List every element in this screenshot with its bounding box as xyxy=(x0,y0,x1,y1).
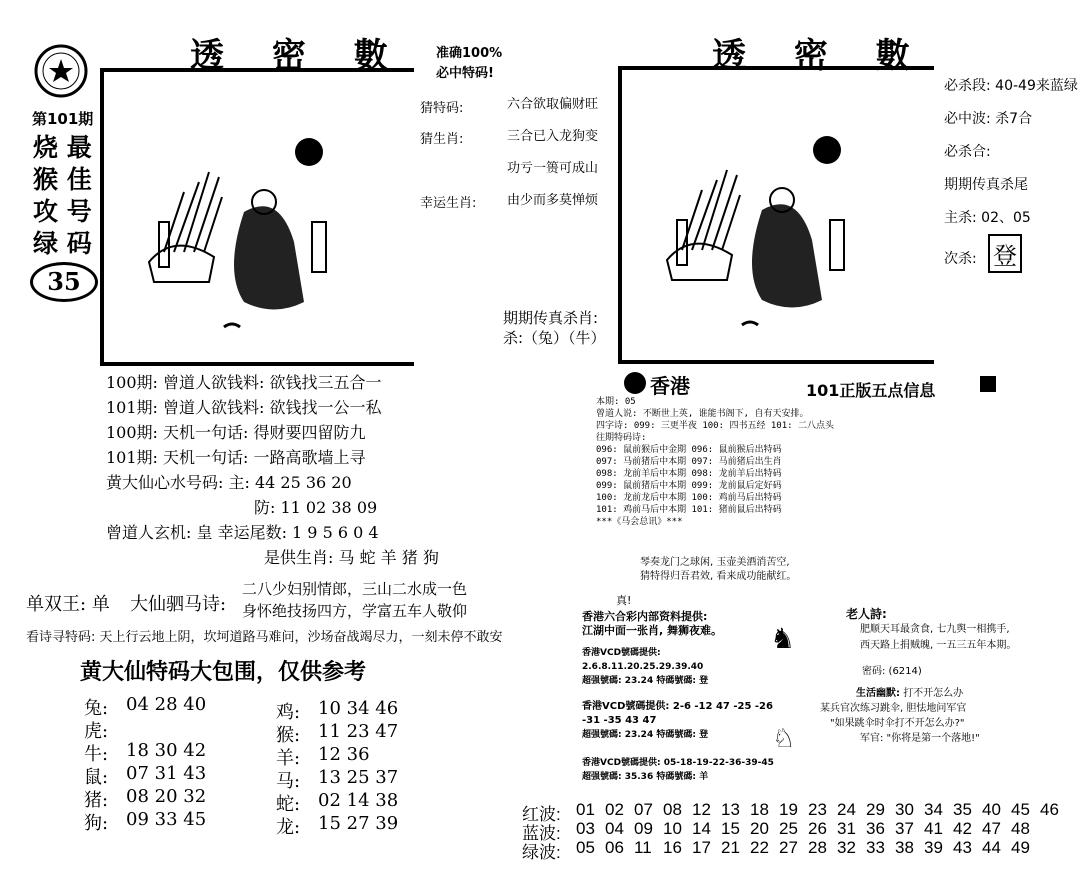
news-header: 香港 xyxy=(650,374,690,398)
guess-text-4: 由少而多莫惮烦 xyxy=(507,193,599,208)
side-note: 主杀: 02、05 xyxy=(944,210,1031,226)
wave-num: 48 xyxy=(1011,819,1030,838)
humor-line: 打不开怎么办 xyxy=(903,688,964,699)
poem-line: 身怀绝技扬四方，学富五车人敬仰 xyxy=(242,602,468,620)
wave-num: 21 xyxy=(721,838,740,857)
zodiac-name: 猪: xyxy=(84,790,109,811)
info-line: 101期: 天机一句话: 一路高歌墙上寻 xyxy=(106,448,366,467)
news-line: 099: 鼠前猪后中本期 099: 龙前鼠后定好码 xyxy=(596,481,782,491)
circle-number xyxy=(30,262,98,302)
old-man-line: 西天路上捐贼魄, 一五三五年本期。 xyxy=(860,640,1017,651)
ad-line: 香港VCD號碼提供: 2.6.8.11.20.25.29.39.40 xyxy=(582,648,704,672)
zodiac-nums: 13 25 37 xyxy=(318,767,399,788)
zodiac-row xyxy=(84,786,206,809)
side-note: 必杀段: 40-49来蓝绿 xyxy=(944,78,1078,94)
news-logo-icon xyxy=(624,372,646,394)
slogan-row: 攻 号 xyxy=(33,197,92,226)
news-title-mark xyxy=(980,376,996,392)
right-picture-frame xyxy=(618,66,934,364)
left-title: 透 密 數 xyxy=(190,36,406,76)
wave-label: 绿波: xyxy=(522,843,561,862)
horse-icon: ♞ xyxy=(770,622,796,655)
wave-num: 44 xyxy=(982,838,1001,857)
zodiac-name: 鼠: xyxy=(84,767,109,788)
ad-block xyxy=(582,610,782,784)
kill-value: 杀:（兔）（牛） xyxy=(503,329,606,347)
news-line: 101: 鸡前马后中本期 101: 猪前鼠后出特码 xyxy=(596,505,782,515)
wave-num: 27 xyxy=(779,838,798,857)
wave-num: 29 xyxy=(866,800,885,819)
zodiac-row xyxy=(84,740,206,763)
dan-shuang: 单双王: 单 xyxy=(26,594,110,615)
zodiac-row xyxy=(84,694,206,717)
slogan-row: 绿 码 xyxy=(33,229,92,258)
wave-num: 14 xyxy=(692,819,711,838)
humor xyxy=(820,686,980,746)
zodiac-row xyxy=(276,698,398,721)
info-line: 101期: 曾道人欲钱料: 欲钱找一公一私 xyxy=(106,398,382,417)
wave-num: 35 xyxy=(953,800,972,819)
guess-text-1: 六合欲取偏财旺 xyxy=(507,97,599,112)
wave-num: 06 xyxy=(605,838,624,857)
zodiac-nums: 09 33 45 xyxy=(126,809,207,830)
zodiac-nums: 12 36 xyxy=(318,744,370,765)
side-note: 必杀合: xyxy=(944,144,991,160)
ad-line: 超强號碼: 23.24 特碼號碼: 登 xyxy=(582,730,709,740)
zodiac-name: 鸡: xyxy=(276,702,301,723)
zodiac-name: 虎: xyxy=(84,721,109,742)
zodiac-name: 羊: xyxy=(276,748,301,769)
wave-num: 39 xyxy=(924,838,943,857)
news-title: 101正版五点信息 xyxy=(806,381,936,400)
wave-num: 26 xyxy=(808,819,827,838)
wave-num: 03 xyxy=(576,819,595,838)
wave-num: 09 xyxy=(634,819,653,838)
zodiac-name: 龙: xyxy=(276,817,301,838)
info-line: 防: 11 02 38 09 xyxy=(254,498,378,517)
guess-text-2: 三合已入龙狗变 xyxy=(507,129,599,144)
wave-num: 08 xyxy=(663,800,682,819)
humor-line: "如果跳伞时伞打不开怎么办?" xyxy=(830,718,965,729)
info-block xyxy=(106,370,439,570)
guess-text-3: 功亏一篑可成山 xyxy=(507,161,599,176)
wave-num: 24 xyxy=(837,800,856,819)
news-line: 本期: 05 xyxy=(596,397,636,407)
zodiac-row xyxy=(84,763,206,786)
news-line: 100: 龙前龙后中本期 100: 鸡前马后出特码 xyxy=(596,493,782,503)
news-line: 097: 马前猪后中本期 097: 马前猪后出生肖 xyxy=(596,457,782,467)
humor-title-row xyxy=(820,686,980,701)
wave-num: 49 xyxy=(1011,838,1030,857)
right-side-notes xyxy=(944,70,1078,235)
zodiac-nums: 18 30 42 xyxy=(126,740,207,761)
wave-num: 22 xyxy=(750,838,769,857)
zodiac-row xyxy=(276,721,398,744)
wave-table xyxy=(522,800,1069,862)
zodiac-name: 狗: xyxy=(84,813,109,834)
wave-num: 17 xyxy=(692,838,711,857)
wave-num: 05 xyxy=(576,838,595,857)
news-poem xyxy=(640,556,796,584)
slogan-row: 猴 佳 xyxy=(33,165,92,194)
zodiac-nums: 08 20 32 xyxy=(126,786,207,807)
wave-num: 04 xyxy=(605,819,624,838)
circle-number-text: 35 xyxy=(47,267,81,296)
wave-num: 07 xyxy=(634,800,653,819)
slogan xyxy=(33,132,92,260)
zodiac-right xyxy=(276,698,398,836)
accuracy-line: 准确100% xyxy=(436,46,503,61)
accuracy-note xyxy=(436,44,502,84)
wave-num: 34 xyxy=(924,800,943,819)
right-title: 透 密 數 xyxy=(712,36,928,76)
ci-kill-value: 登 xyxy=(988,234,1022,273)
info-line: 100期: 曾道人欲钱料: 欲钱找三五合一 xyxy=(106,373,382,392)
zodiac-name: 蛇: xyxy=(276,794,301,815)
poem-line: 二八少妇别情郎，三山二水成一色 xyxy=(242,580,468,598)
wave-num: 01 xyxy=(576,800,595,819)
ad-line: 江湖中面一张肖, 舞狮夜难。 xyxy=(582,624,723,637)
wave-num: 41 xyxy=(924,819,943,838)
accuracy-line: 必中特码! xyxy=(436,66,494,81)
wave-num: 33 xyxy=(866,838,885,857)
wave-row-green xyxy=(522,838,1069,862)
zodiac-name: 牛: xyxy=(84,744,109,765)
news-line: 曾道人说: 不断世上英, 谁能书阁下, 自有天安排。 xyxy=(596,409,809,419)
news-line: 098: 龙前羊后中本期 098: 龙前羊后出特码 xyxy=(596,469,782,479)
password: 密码: (6214) xyxy=(862,666,922,677)
animal-icon: ♘ xyxy=(772,724,796,754)
baowei-title: 黄大仙特码大包围，仅供参考 xyxy=(80,660,367,685)
wave-num: 02 xyxy=(605,800,624,819)
zodiac-left xyxy=(84,694,206,832)
wave-num: 23 xyxy=(808,800,827,819)
guess-label-1: 猜特码: xyxy=(420,101,464,116)
wave-num: 32 xyxy=(837,838,856,857)
ci-kill-label: 次杀: xyxy=(944,251,977,267)
wave-num: 38 xyxy=(895,838,914,857)
poem-lines xyxy=(242,578,467,622)
wave-num: 28 xyxy=(808,838,827,857)
poem-label: 大仙驷马诗: xyxy=(130,594,227,615)
wave-num: 40 xyxy=(982,800,1001,819)
humor-line: 某兵官次练习跳伞, 胆怯地问军官 xyxy=(820,703,967,714)
wave-num: 45 xyxy=(1011,800,1030,819)
ad-line: 香港VCD號碼提供: 2-6 -12 47 -25 -26 -31 -35 43 47 xyxy=(582,701,773,726)
wave-num: 15 xyxy=(721,819,740,838)
side-note: 必中波: 杀7合 xyxy=(944,111,1033,127)
zodiac-nums: 02 14 38 xyxy=(318,790,399,811)
zodiac-row xyxy=(84,717,206,740)
old-man-title: 老人詩: xyxy=(846,607,887,621)
wave-row-blue xyxy=(522,819,1069,843)
ad-line: 超强號碼: 23.24 特碼號碼: 登 xyxy=(582,676,709,686)
info-line: 100期: 天机一句话: 得财要四留防九 xyxy=(106,423,366,442)
wave-num: 20 xyxy=(750,819,769,838)
ad-line: 超强號碼: 35.36 特碼號碼: 羊 xyxy=(582,772,709,782)
wave-num: 11 xyxy=(634,838,652,857)
wave-num: 46 xyxy=(1040,800,1059,819)
news-poem-line: 琴奏龙门之球闲, 玉壶美酒消苦空, xyxy=(640,557,790,568)
zodiac-name: 兔: xyxy=(84,698,109,719)
kanshi: 看诗寻特码: 天上行云地上阴，坎坷道路马难问，沙场奋战竭尽力，一刻未停不敢安 xyxy=(26,630,503,645)
zhen-mark: 真! xyxy=(616,594,632,607)
zodiac-nums: 07 31 43 xyxy=(126,763,207,784)
zodiac-name: 猴: xyxy=(276,725,301,746)
wave-num: 19 xyxy=(779,800,798,819)
zodiac-row xyxy=(276,744,398,767)
zodiac-row xyxy=(84,809,206,832)
wave-num: 43 xyxy=(953,838,972,857)
news-body xyxy=(596,396,996,528)
info-line: 黄大仙心水号码: 主: 44 25 36 20 xyxy=(106,473,352,492)
wave-num: 31 xyxy=(837,819,856,838)
old-man-line: 肥顺天耳最贪食, 七九舆一相携手, xyxy=(860,624,1010,635)
info-line: 是供生肖: 马 蛇 羊 猪 狗 xyxy=(264,548,439,567)
news-line: 四字诗: 099: 三更半夜 100: 四书五经 101: 二八点头 xyxy=(596,421,834,431)
wave-label: 蓝波: xyxy=(522,824,561,843)
wave-row-red xyxy=(522,800,1069,824)
zodiac-nums: 11 23 47 xyxy=(318,721,399,742)
zodiac-nums: 10 34 46 xyxy=(318,698,399,719)
wave-num: 13 xyxy=(721,800,740,819)
wave-num: 36 xyxy=(866,819,885,838)
wave-num: 16 xyxy=(663,838,682,857)
wave-num: 18 xyxy=(750,800,769,819)
news-line: 096: 鼠前猴后中金期 096: 鼠前猴后出特码 xyxy=(596,445,782,455)
wave-num: 10 xyxy=(663,819,682,838)
guess-label-3: 幸运生肖: xyxy=(420,196,477,211)
news-line: 往期特码诗: xyxy=(596,433,647,443)
seal-icon xyxy=(34,44,88,98)
wave-num: 12 xyxy=(692,800,711,819)
humor-line: 军官: "你将是第一个落地!" xyxy=(860,733,980,744)
left-picture-frame xyxy=(100,68,414,366)
ad-line: 香港六合彩内部资料提供: xyxy=(582,610,708,623)
zodiac-row xyxy=(276,767,398,790)
humor-title: 生活幽默: xyxy=(856,688,900,699)
wave-num: 25 xyxy=(779,819,798,838)
wave-num: 30 xyxy=(895,800,914,819)
slogan-row: 烧 最 xyxy=(33,133,92,162)
info-line: 曾道人玄机: 皇 幸运尾数: 1 9 5 6 0 4 xyxy=(106,523,379,542)
zodiac-name: 马: xyxy=(276,771,301,792)
zodiac-row xyxy=(276,813,398,836)
wave-num: 42 xyxy=(953,819,972,838)
wave-num: 47 xyxy=(982,819,1001,838)
monk-illustration xyxy=(104,72,404,357)
monk-illustration xyxy=(622,70,922,355)
news-line: ***《马会总讯》*** xyxy=(596,517,683,527)
kill-label: 期期传真杀肖: xyxy=(503,309,599,327)
side-note: 期期传真杀尾 xyxy=(944,177,1028,193)
issue-number: 第101期 xyxy=(32,110,94,128)
zodiac-nums: 15 27 39 xyxy=(318,813,399,834)
ad-line: 香港VCD號碼提供: 05-18-19-22-36-39-45 xyxy=(582,758,774,768)
seal-badge xyxy=(34,44,88,98)
guess-label-2: 猜生肖: xyxy=(420,132,464,147)
wave-num: 37 xyxy=(895,819,914,838)
old-man-poem xyxy=(846,606,1016,654)
news-poem-line: 猜特得归吾君效, 看来成功能献红。 xyxy=(640,571,797,582)
wave-label: 红波: xyxy=(522,805,561,824)
zodiac-nums: 04 28 40 xyxy=(126,694,207,715)
zodiac-row xyxy=(276,790,398,813)
